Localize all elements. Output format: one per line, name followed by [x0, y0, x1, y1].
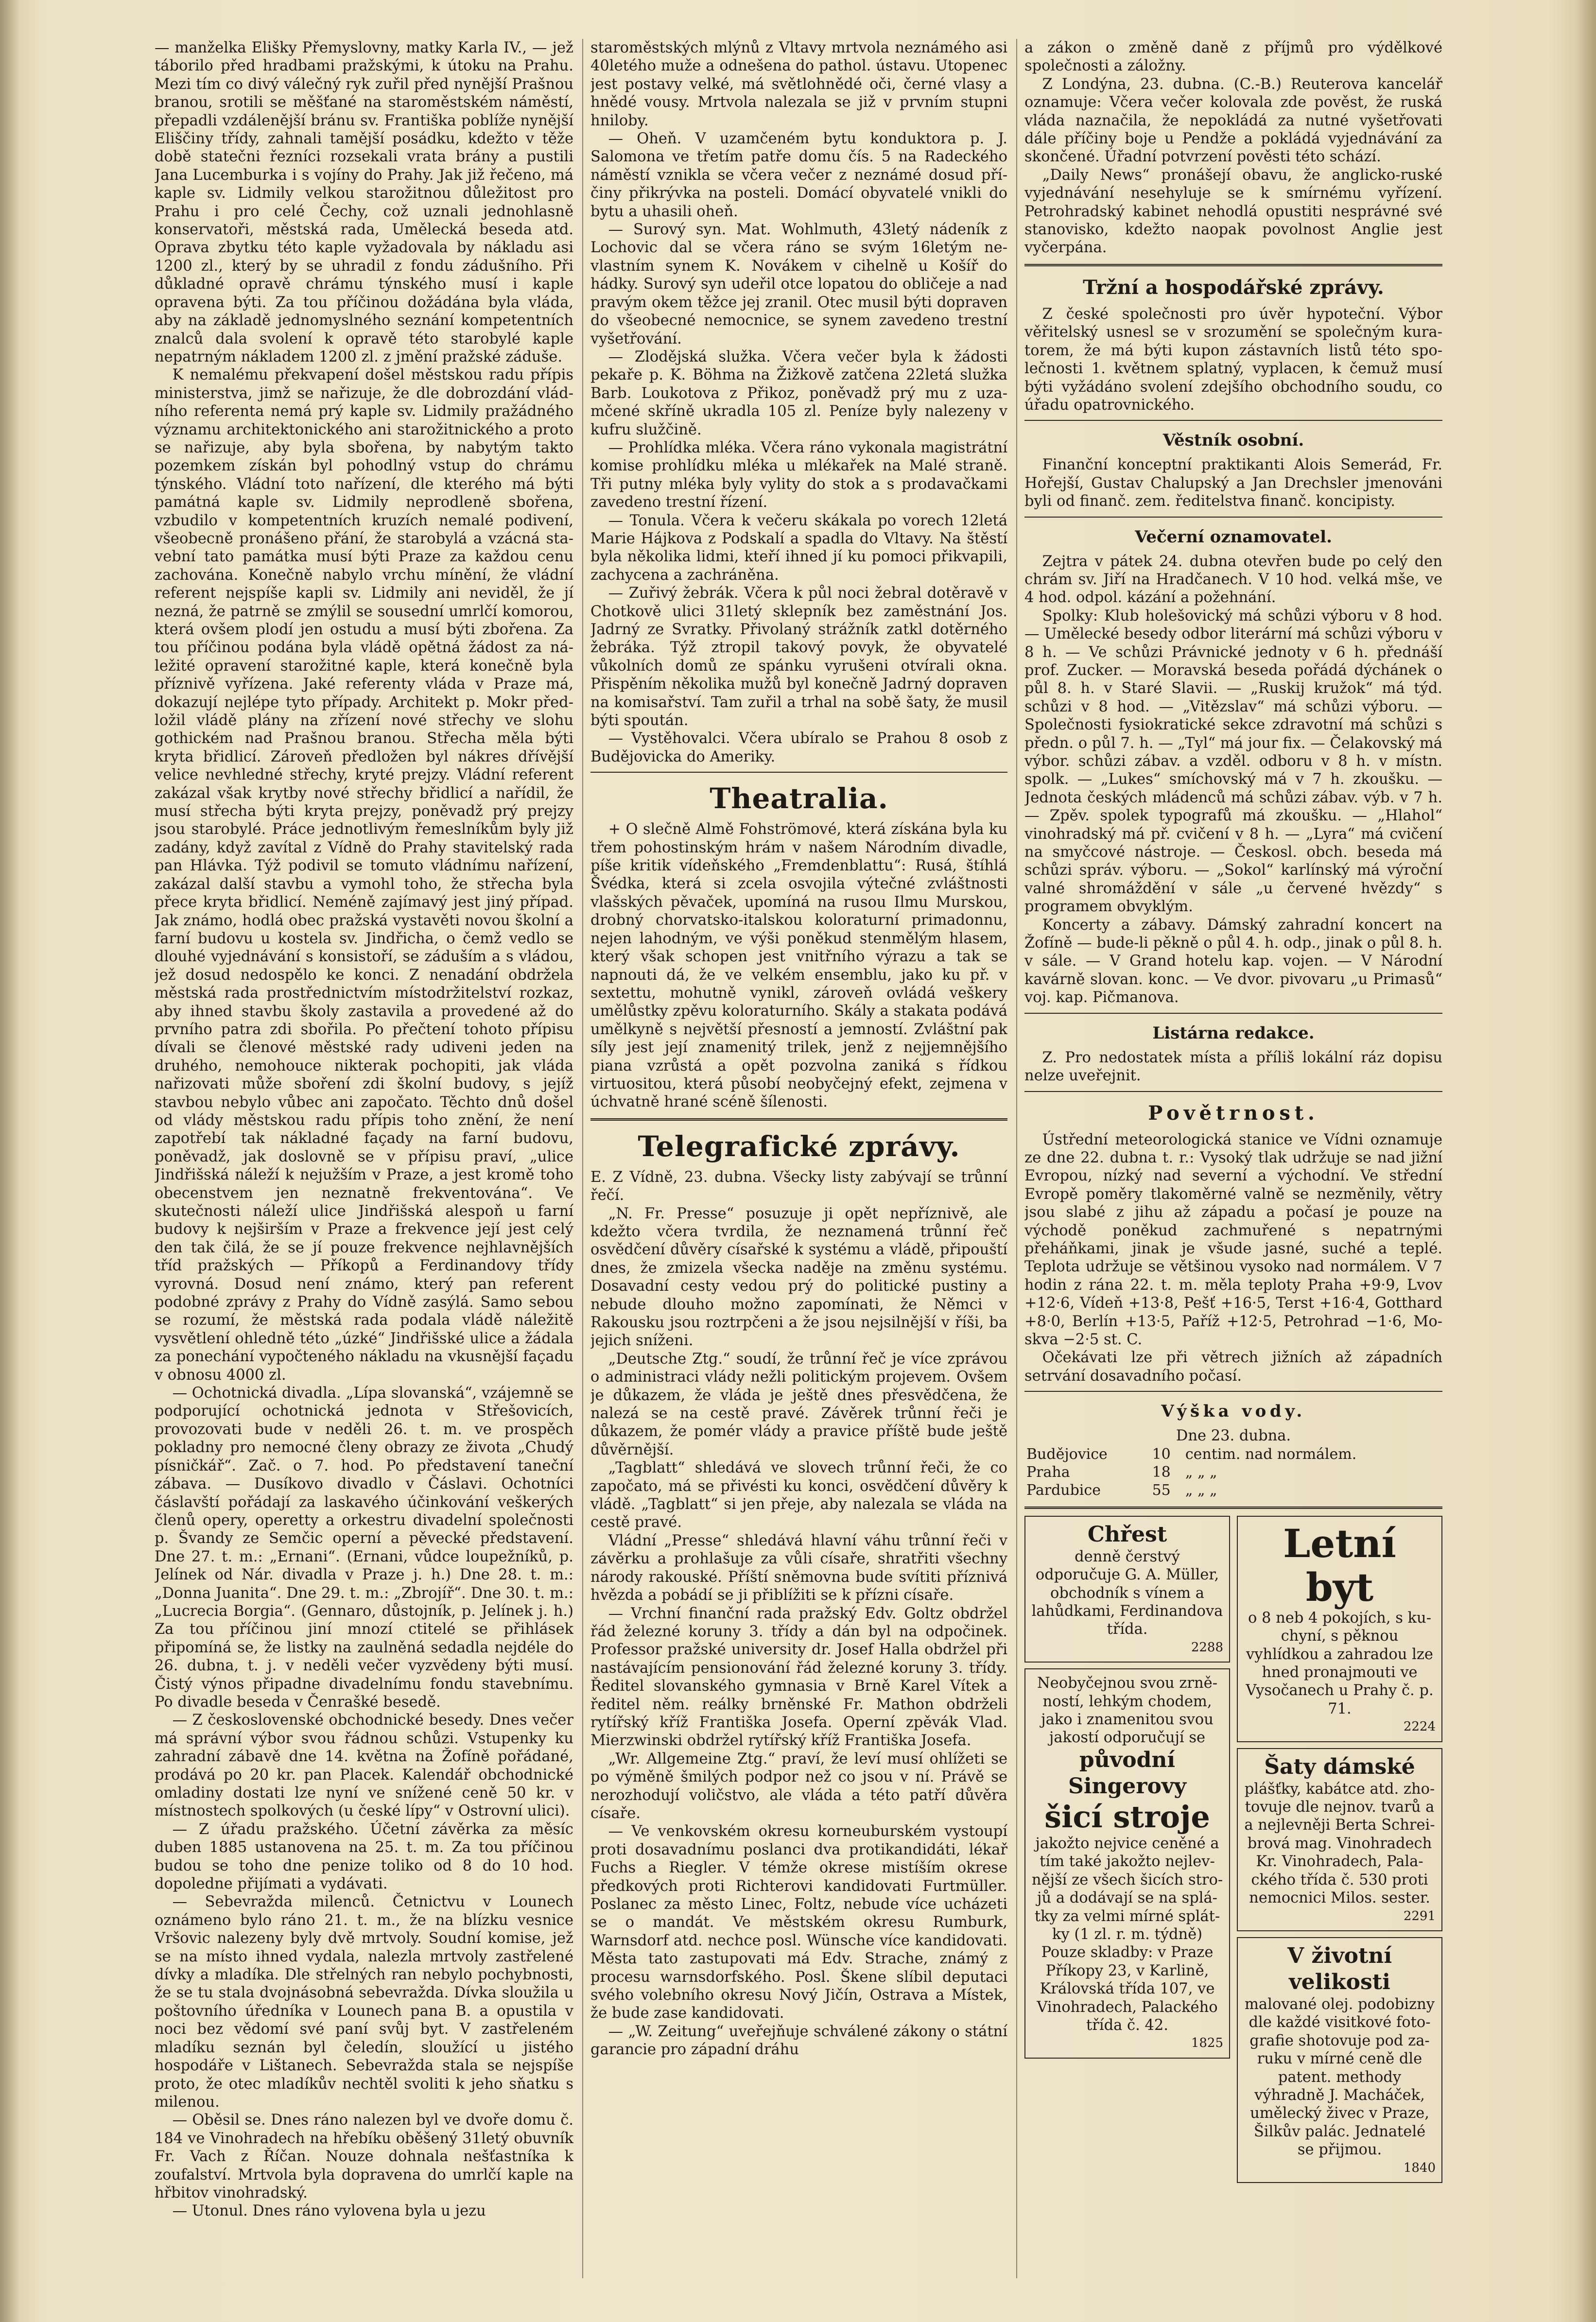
article-text: — Z úřadu pražského. Účetní závěrka za měsíc duben 1885 ustanovena na 25. t. m. Za tou příčinou budou se toho dne penize toliko od 8 do 10 hod. dopoledne přijímati a vydávati. [155, 1820, 573, 1893]
ad-title: Chřest [1087, 1522, 1167, 1547]
ad-chrest [1024, 1516, 1230, 1663]
telegraphic-text: Vládní „Presse“ shledává hlavní váhu trůnní řeči v závěrku a prohlašuje za vůli císaře, shratřiti všechny národy rakouské. Příští sněmovna bude svítiti příznivá hvězda a pobádí se ji přiblížiti se k přízni císaře. [590, 1532, 1007, 1604]
water-value: 10 [1152, 1445, 1171, 1463]
section-divider [1024, 264, 1442, 266]
article-text: a zákon o změně daně z příjmů pro výdělkové společnosti a záložny. [1024, 39, 1442, 75]
ad-number: 2288 [1191, 1640, 1223, 1655]
section-divider [1024, 1391, 1442, 1392]
article-text: — Oheň. V uzamčeném bytu konduktora p. J. Salomona ve třetím patře domu čís. 5 na Radeckého náměstí vznikla se včera večer z neznámé dosud příčiny přikrývka na posteli. Domácí obyvatelé vnikli do bytu a uhasili oheň. [590, 130, 1007, 220]
article-text: K nemalému překvapení došel městskou radu přípis ministerstva, jimž se nařizuje, že dle dobrozdání vládního referenta nemá prý kaple sv. Lidmily pražádného významu architektonického ani starožitnického a proto se nařizuje, aby byla sbořena, by nabytým takto pozemkem získán byl pohodlný vstup do chrámu týnského. Vládní toto nařízení, dle kterého má býti památná kaple sv. Lidmily neprodleně sbořena, vzbudilo v kompetentních kruzích nemalé podivení, všeobecně pronášeno přání, že starobylá a vzácná stavební tato památka musí býti Praze za každou cenu zachována. Konečně nabylo vrchu mínění, že vládní referent nejspíše kapli sv. Lidmily ani neviděl, že jí nezná, že patrně se zmýlil se sousední umrlčí komorou, která ovšem plodí jen ostudu a musí býti zbořena. Za tou příčinou podána byla vládě opětná žádost za náležité opravení starožitné kaple, která konečně byla příznivě vyřízena. Jaké referenty vláda v Praze má, dokazují nejlépe tyto případy. Architekt p. Mokr předložil vládě plány na zřízení nové střechy ve slohu gothickém nad Prašnou branou. Střecha měla býti kryta břidlicí. Zároveň předložen byl nákres dřívější velice nevhledné střechy, kryté prejzy. Vládní referent zakázal však krytby nové střechy břidlicí a nařídil, že musí střecha býti kryta prejzy, poněvadž prý prejzy jsou starobylé. Práce jednotlivým řemeslníkům byly již zadány, když zavítal z Vídně do Prahy stavitelský rada pan Hlávka. Týž podivil se tomuto vládnímu nařízení, zakázal další stavbu a vymohl toho, že střecha byla přece kryta břidlicí. Neméně zajímavý jest jiný případ. Jak známo, hodlá obec pražská vystavěti novou školní a farní budovu u kostela sv. Jindřicha, o čemž vedlo se dlouhé vyjednávání s konsistoří, se záduším a s vládou, jež dosud nedospělo ke konci. Z nenadání obdržela městská rada prostřednictvím místodržitelství rozkaz, aby ihned stavbu školy zastavila a provedené až do prvního patra zdi sbořila. Po přečtení tohoto přípisu dívali se členové městské rady udiveni jeden na druhého, nemohouce nikterak pochopiti, jak vláda nařizovati může sboření zdi školní budovy, s jejíž stavbou nebylo vůbec ani započato. Těchto dnů došel od vlády městskou radu přípis toho znění, že není zapotřebí tak nákladné façady na farní budovu, poněvadž, jak doslovně se v přípisu praví, „ulice Jindřišská náleží k nejužším v Praze, a jest kromě toho obecenstvem jen neznatně frekventována“. Ve skutečnosti náleží ulice Jindřišská alespoň u farní budovy k nejširším v Praze a frekvence její jest celý den tak čilá, že se jí pouze frekvence nejhlavnějších tříd pražských — Příkopů a Ferdinandovy třídy vyrovná. Dosud není známo, který pan referent podobné zprávy z Prahy do Vídně zasýlá. Samo sebou se rozumí, že městská rada podala vládě náležitě vysvětlení ohledně této „úzké“ Jindřišské ulice a žádala za ponechání vypočteného nákladu na vkusnější façadu v obnosu 4000 zl. [155, 366, 573, 1384]
water-unit: centim. nad normálem. [1185, 1445, 1357, 1463]
water-date: Dne 23. dubna. [1176, 1427, 1291, 1445]
telegraphic-text: — Vrchní finanční rada pražský Edv. Goltz obdržel řád železné koruny 3. třídy a dán byl na odpočinek. Professor pražské university dr. Josef Halla obdržel při nastávajícím pensionování řád železné koruny 3. třídy. Ředitel slovanského gymnasia v Brně Karel Vítek a ředitel něm. reálky brněnské Fr. Mathon obdrželi rytířský kříž Františka Josefa. Operní zpěvák Vlad. Mierzwinski obdržel rytířský kříž Františka Josefa. [590, 1605, 1007, 1750]
water-level-table [1024, 1445, 1442, 1500]
article-text: — Ochotnická divadla. „Lípa slovanská“, vzájemně se podporující ochotnická jednota v Střešovicích, provozovati bude v neděli 26. t. m. ve prospěch pokladny pro nemocné členy obrazy ze života „Chudý písničkář“. Zač. o 7. hod. Po představení taneční zábava. — Dusíkovo divadlo v Čáslavi. Ochotníci čáslavští pořádají za laskavého účinkování veškerých členů opery, operetty a orkestru divadelní společnosti p. Švandy ze Semčic operní a pěvecké představení. Dne 27. t. m.: „Ernani“. (Ernani, vůdce loupežníků, p. Jelínek od Nár. divadla v Praze j. h.) Dne 28. t. m.: „Donna Juanita“. Dne 29. t. m.: „Zbrojíř“. Dne 30. t. m.: „Lucrecia Borgia“. (Gennaro, důstojník, p. Jelínek j. h.) Za tou příčinou jiní mnozí ctitelé se přihlásek připomíná se, že listky na zaulněná sedadla nejdéle do 26. dubna, t. j. v neděli večer vyzvědeny býti musí. Čistý výnos připadne divadelnímu fondu stavebnímu. Po divadle beseda v Čenrašké besedě. [155, 1385, 573, 1711]
column-rule-2 [1016, 39, 1017, 2278]
ad-text: malované olej. podobizny dle každé visitkové fotografie shotovuje pod zaruku v mírné ceně dle patent. methody výhradně J. Macháček, umělecký živec v Praze, Šilkův palác. Jednatelé se přijmou. [1244, 1995, 1435, 2159]
economic-text: Z české společnosti pro úvěr hypoteční. Výbor věřitelský usnesl se v srozumění se společným kuratorem, že má býti kupon zástavních listů této společnosti 1. květnem splatný, vyplacen, k čemuž musí býti vyžádáno svolení zdejšího obchodního soudu, co úřadu opatrovnického. [1024, 305, 1442, 414]
theatralia-text: + O slečně Almě Fohströmové, která získána byla ku třem pohostinským hrám v našem Národním divadle, píše kritik vídeňského „Fremdenblattu“: Rusá, štíhlá Švédka, která si zcela osvojila výtečné zvláštnosti vlašských pěvaček, upomíná na rusou Ilmu Murskou, drobný chorvatsko-italskou koloraturní primadonnu, nejen lahodným, ve výši poněkud stenmělým hlasem, který však schopen jest vnitřního výrazu a tak se napnouti dá, že ve velkém ensemblu, jako ku př. v sextettu, mohutně vynikl, zároveň ovládá veškery umělůstky zpěvu koloraturního. Skály a stakata podává umělkyně s největší přesností a jemností. Zvláštní pak síly jest její znamenitý trilek, jenž z nejjemnějšího piana vzrůstá a opět pozvolna zaniká s řídkou virtuositou, která působí neobyčejný efekt, zejmena v úchvatně hrané scéně šílenosti. [590, 821, 1007, 1111]
section-title-water: Výška vody. [1161, 1402, 1306, 1421]
evening-koncerty: Koncerty a zábavy. Dámský zahradní koncert na Žofíně — bude-li pěkně o půl 4. h. odp., jinak o půl 8. h. v sále. — V Grand hotelu kap. vojen. — V Národní kavárně slovan. konc. — Ve dvor. pivovaru „u Primasů“ voj. kap. Pičmanova. [1024, 916, 1442, 1006]
telegraphic-text: „Deutsche Ztg.“ soudí, že trůnní řeč je více zprávou o administraci vlády nežli politickým projevem. Ovšem je důkazem, že vláda je ještě dnes přesvědčena, že nalezá se na cestě pravé. Závěrek trůnní řeči je důkazem, že pomér vlády a pravice příště bude ještě důvěrnější. [590, 1350, 1007, 1458]
ad-number: 1840 [1403, 2160, 1436, 2175]
article-text: — Surový syn. Mat. Wohlmuth, 43letý nádeník z Lochovic dal se včera ráno se svým 16letým nevlastním synem K. Novákem v cihelně u Košíř do hádky. Surový syn udeřil otce lopatou do obličeje a nad pravým okem těžce jej zranil. Otec musil býti dopraven do všeobecné nemocnice, se synem zavedeno trestní vyšetřování. [590, 221, 1007, 347]
personal-text: Finanční konceptní praktikanti Alois Semerád, Fr. Hořejší, Gustav Chalupský a Jan Drechsler jmenováni byli od finanč. zem. ředitelstva finanč. koncipisty. [1024, 456, 1442, 510]
water-place: Budějovice [1026, 1445, 1108, 1463]
weather-forecast: Očekávati lze při větrech jižních až západních setrvání dosavadního počasí. [1024, 1349, 1442, 1385]
water-place: Pardubice [1026, 1482, 1101, 1499]
ad-singer [1024, 1668, 1230, 2059]
ad-intro: Neobyčejnou svou zrněností, lehkým chodem, jako i znamenitou svou jakostí odporučují se [1037, 1675, 1218, 1747]
page-edge-left [0, 0, 19, 2322]
table-row [1024, 1445, 1442, 1463]
column-3 [1024, 39, 1442, 2278]
water-place: Praha [1026, 1464, 1070, 1481]
ad-title: Letní byt [1283, 1520, 1396, 1610]
column-rule-1 [582, 39, 583, 2278]
telegraphic-text: „Wr. Allgemeine Ztg.“ praví, že leví musí ohlížeti se po výměně šmilých podpor než co jsou v ní. Právě se nerozhodují voličstvo, ale vláda a této patří důvěra císaře. [590, 1750, 1007, 1822]
ad-number: 1825 [1191, 2036, 1223, 2051]
column-1 [155, 39, 573, 2278]
section-title-listarna: Listárna redakce. [1152, 1023, 1315, 1043]
table-row [1024, 1481, 1442, 1499]
advertisements [1024, 1516, 1442, 2189]
ad-title: šicí stroje [1044, 1799, 1210, 1835]
ads-left-column [1024, 1516, 1230, 2189]
table-row [1024, 1463, 1442, 1481]
section-divider [590, 1118, 1007, 1121]
section-title-economic: Tržní a hospodářské zprávy. [1083, 276, 1384, 299]
ad-text: jakožto nejvice ceněné a tím také jakožto nejlevnější ze všech šicích strojů a dodávají se na splátky za velmi mírné splátky (1 zl. r. m. týdně) Pouze skladby: v Praze Příkopy 23, v Karlině, Královská třída 107, ve Vinohradech, Palackého třída č. 42. [1031, 1835, 1223, 2034]
telegraphic-text: E. Z Vídně, 23. dubna. Všecky listy zabývají se trůnní řečí. [590, 1168, 1007, 1204]
section-title-weather: Povětrnost. [1148, 1101, 1319, 1125]
article-text: — Utonul. Dnes ráno vylovena byla u jezu [172, 2202, 486, 2220]
weather-text: Ústřední meteorologická stanice ve Vídni oznamuje ze dne 22. dubna t. r.: Vysoký tlak udržuje se nad jižní Evropou, nízký nad severní a východní. Ve střední Evropě poměry tlakoměrné valně se nezměnily, větry jsou slabé z jihu až západu a počasí je pouze na východě poněkud zachmuřené s nepatrnými přeháňkami, jinak je všude jasné, suché a teplé. Teplota udržuje se většinou vysoko nad normálem. V 7 hodin z rána 22. t. m. měla teploty Praha +9·9, Lvov +12·6, Vídeň +13·8, Pešť +16·5, Terst +16·4, Gotthard +8·0, Berlín +13·5, Paříž +12·5, Petrohrad −1·6, Moskva −2·5 st. C. [1024, 1131, 1442, 1348]
ad-title: Šaty dámské [1264, 1754, 1415, 1779]
telegraphic-text: — „W. Zeitung“ uveřejňuje schválené zákony o státní garancie pro západní dráhu [590, 2023, 1007, 2059]
article-text: — Zuřivý žebrák. Včera k půl noci žebral dotěravě v Chotkově ulici 31letý sklepník bez zaměstnání Jos. Jadrný ze Svratky. Přivolaný strážník zatkl dotěrného žebráka. Týž ztropil takový povyk, že obyvatelé vůkolních domů ze spánku vyrušeni otvírali okna. Přispěním několika mužů byl konečně Jadrný dopraven na komisařství. Tam zuřil a trhal na sobě šaty, že musil býti spoután. [590, 585, 1007, 729]
article-text: staroměstských mlýnů z Vltavy mrtvola neznámého asi 40letého muže a odnešena do pathol. ústavu. Utopenec jest postavy velké, má světlohnědé oči, černé vlasy a hnědé vousy. Mrtvola nalezala se již v prvním stupni hniloby. [590, 39, 1007, 129]
telegraphic-text: „Tagblatt“ shledává ve slovech trůnní řeči, že co započato, má se přivésti ku konci, osvědčení důvěry k vládě. „Tagblatt“ si jen přeje, aby nalezala se vláda na cestě pravé. [590, 1459, 1007, 1531]
page-edge-right [1577, 0, 1596, 2322]
section-divider [1024, 1091, 1442, 1092]
section-divider [1024, 420, 1442, 421]
water-value: 55 [1152, 1482, 1171, 1499]
section-title-evening: Večerní oznamovatel. [1135, 527, 1332, 547]
article-text: — Z československé obchodnické besedy. Dnes večer má správní výbor svou řádnou schůzi. Vstupenky ku zahradní zábavě dne 14. května na Žofíně pořádané, prodává po 20 kr. pan Placek. Kalendář obchodnické omladiny dostati lze nyní ve snížené ceně 50 kr. v místnostech spolkových (u české lípy“ v Ostrovní ulici). [155, 1712, 573, 1820]
section-title-telegraphic: Telegrafické zprávy. [638, 1129, 960, 1163]
article-text: „Daily News“ pronášejí obavu, že anglicko-ruské vyjednávání nesehyluje se k smírnému vyřízení. Petrohradský kabinet nehodlá opustiti nesprávné své stanovisko, kdežto naopak povolnost Anglie jest vyčerpána. [1024, 166, 1442, 257]
ad-title: V životní velikosti [1287, 1943, 1392, 1994]
article-text: — Prohlídka mléka. Včera ráno vykonala magistrátní komise prohlídku mléka u mlékařek na Malé straně. Tři putny mléka byly vylity do stok a s prodavačkami zavedeno trestní řízení. [590, 439, 1007, 511]
section-title-personal: Věstník osobní. [1162, 431, 1304, 451]
ad-text: plášťky, kabátce atd. zhotovuje dle nejnov. tvarů a a nejlevněji Berta Schreibrová mag. Vinohradech Kr. Vinohradech, Palackého třída č. 530 proti nemocnici Milos. sester. [1244, 1780, 1435, 1907]
article-text: — manželka Elišky Přemyslovny, matky Karla IV., — jež táborilo před hradbami pražskými, k útoku na Prahu. Mezi tím co divý válečný ryk zuřil před nynější Prašnou branou, srotili se měšťané na staroměstském náměstí, přepadli vzdálenější bránu sv. Františka poblíže nynější Eliščiny třídy, zahnali tamější posádku, kdežto v těže době statečni řezníci rozsekali vrata brány a pustili Jana Lucemburka i s vojíny do Prahy. Jak již řečeno, má kaple sv. Lidmily velkou starožitnou důležitost pro Prahu i pro celé Čechy, což uznali jednohlasně konservatoři, městská rada, Umělecká beseda atd. Oprava zbytku této kaple vyžadovala by nákladu asi 1200 zl., který by se uhradil z fondu zádušního. Při důkladné opravě chrámu týnského musí i kaple opravena býti. Za tou příčinou dožádána byla vláda, aby na základě jednomyslného seznání kompetentních znalců dala svolení k opravě této starobylé kaple nepatrným nákladem 1200 zl. z jmění pražské záduše. [155, 39, 573, 365]
article-text: — Oběsil se. Dnes ráno nalezen byl ve dvoře domu č. 184 ve Vinohradech na hřebíku oběšený 31letý obuvník Fr. Vach z Říčan. Nouze dohnala nešťastníka k zoufalství. Mrtvola byla dopravena do umrlčí kaple na hřbitov vinohradský. [155, 2112, 573, 2201]
section-divider [590, 772, 1007, 773]
ads-right-column [1237, 1516, 1442, 2189]
ad-letni-byt [1237, 1516, 1442, 1742]
water-unit: „ „ „ [1185, 1464, 1217, 1481]
ad-zivotni-velikost [1237, 1937, 1442, 2183]
ad-number: 2224 [1403, 1719, 1436, 1734]
water-value: 18 [1152, 1464, 1171, 1481]
section-divider [1024, 1507, 1442, 1509]
ad-text: o 8 neb 4 pokojích, s kuchyní, s pěknou vyhlídkou a zahradou lze hned pronajmouti ve Vysočanech u Prahy č. p. 71. [1246, 1609, 1434, 1717]
ad-title: původní Singerovy [1068, 1747, 1186, 1799]
evening-text: Zejtra v pátek 24. dubna otevřen bude po celý den chrám sv. Jiří na Hradčanech. V 10 hod. velká mše, ve 4 hod. odpol. kázání a požehnání. [1024, 553, 1442, 606]
telegraphic-text: — Ve venkovském okresu korneuburském vystoupí proti dosavadnímu poslanci dva protikandidáti, lékař Fuchs a Riegler. V témže okrese mistíším okrese předkových proti Richterovi kandidovati Furtmüller. Poslanec za město Linec, Foltz, nebude více ucházeti se o mandát. Ve městském okresu Rumburk, Warnsdorf atd. nechce posl. Wünsche více kandidovati. Města tato zastupovati má Edv. Strache, známý z procesu warnsdorfského. Posl. Škene slíbil deputaci svého volebního okresu Nový Jičín, Ostrava a Místek, že bude zase kandidovati. [590, 1823, 1007, 2022]
listarna-text: Z. Pro nedostatek místa a příliš lokální ráz dopisu nelze uveřejnit. [1024, 1049, 1442, 1085]
telegraphic-text: „N. Fr. Presse“ posuzuje ji opět nepříznivě, ale kdežto včera tvrdila, že neznamená trůnní řeč osvědčení důvěry císařské k systému a vládě, připouští dnes, že zmizela všecka naděje na změnu systému. Dosavadní cesty vedou prý do politické pustiny a nebude dlouho možno zapomínati, že Němci v Rakousku jsou roztrpčeni a že jsou nejsilnější v říši, ba jejich sníženi. [590, 1205, 1007, 1350]
ad-text: denně čerstvý odporučuje G. A. Müller, obchodník s vínem a lahůdkami, Ferdinandova třída. [1031, 1548, 1223, 1638]
article-text: — Vystěhovalci. Včera ubíralo se Prahou 8 osob z Budějovicka do Ameriky. [590, 730, 1007, 765]
ad-saty-damske [1237, 1748, 1442, 1931]
column-2 [590, 39, 1007, 2278]
section-divider [1024, 1013, 1442, 1014]
section-title-theatralia: Theatralia. [710, 782, 888, 815]
article-text: — Tonula. Včera k večeru skákala po vorech 12letá Marie Hájkova z Podskalí a spadla do Vltavy. Na štěstí byla několika lidmi, kteří ihned jí ku pomoci přikvapili, zachycena a zachráněna. [590, 512, 1007, 584]
water-unit: „ „ „ [1185, 1482, 1217, 1499]
article-text: — Zlodějská služka. Včera večer byla k žádosti pekaře p. K. Böhma na Žižkově zatčena 22letá služka Barb. Loukotova z Přikoz, poněvadž prý mu z uzamčené skříně ukradla 105 zl. Peníze byly nalezeny v kufru služčině. [590, 348, 1007, 438]
article-text: Z Londýna, 23. dubna. (C.-B.) Reuterova kancelář oznamuje: Včera večer kolovala zde pověst, že ruská vláda naznačila, že nepokládá za nutné vyšetřovati dále příčiny boje u Pendže a pokládá vyjednávání za skončené. Úřadní potvrzení pověsti této schází. [1024, 75, 1442, 166]
ad-number: 2291 [1403, 1908, 1436, 1923]
section-divider [1024, 517, 1442, 518]
article-text: — Sebevražda milenců. Četnictvu v Lounech oznámeno bylo ráno 21. t. m., že na blízku vesnice Vršovic nalezeny byly dvě mrtvoly. Soudní komise, jež se na místo ihned vydala, nalezla mrtvoly zastřelené dívky a mladíka. Dle střelných ran nebylo pochybnosti, že se tu stala dvojnásobná sebevražda. Dívka sloužila u poštovního úředníka v Lounech pana B. a opustila v noci bez vědomí své paní svůj byt. V zastřeleném mladíku seznán byl čeledín, sloužící u jistého hospodáře v Lištanech. Sebevražda stala se nejspíše proto, že otec mladíkův nechtěl svoliti k jeho sňatku s milenou. [155, 1893, 573, 2111]
evening-spolky: Spolky: Klub holešovický má schůzi výboru v 8 hod. — Umělecké besedy odbor literární má schůzi výboru v 8 h. — Ve schůzi Právnické jednoty v 6 h. přednáší prof. Zucker. — Moravská beseda pořádá dýchánek o půl 8. h. v Staré Slavii. — „Ruskij kružok“ má týd. schůzi v 8 hod. — „Vitězslav“ má schůzi výboru. — Společnosti fysiokratické sekce zdravotní má schůzi s předn. o půl 7. h. — „Tyl“ má jour fix. — Čelakovský má výbor. schůzi zábav. a vzděl. odboru v 8 h. v místn. spolk. — „Lukes“ smíchovský má v 7 h. zkoušku. — Jednota českých mládenců má schůzi zábav. výb. v 7 h. — Zpěv. spolek typografů má zkoušku. — „Hlahol“ vinohradský má př. cvičení v 8 h. — „Lyra“ má cvičení na smyčcové nástroje. — Českosl. obch. beseda má schůzi správ. výboru. — „Sokol“ karlínský má výroční valné shromáždění v sále „u červené hvězdy“ s programem obvyklým. [1024, 607, 1442, 916]
